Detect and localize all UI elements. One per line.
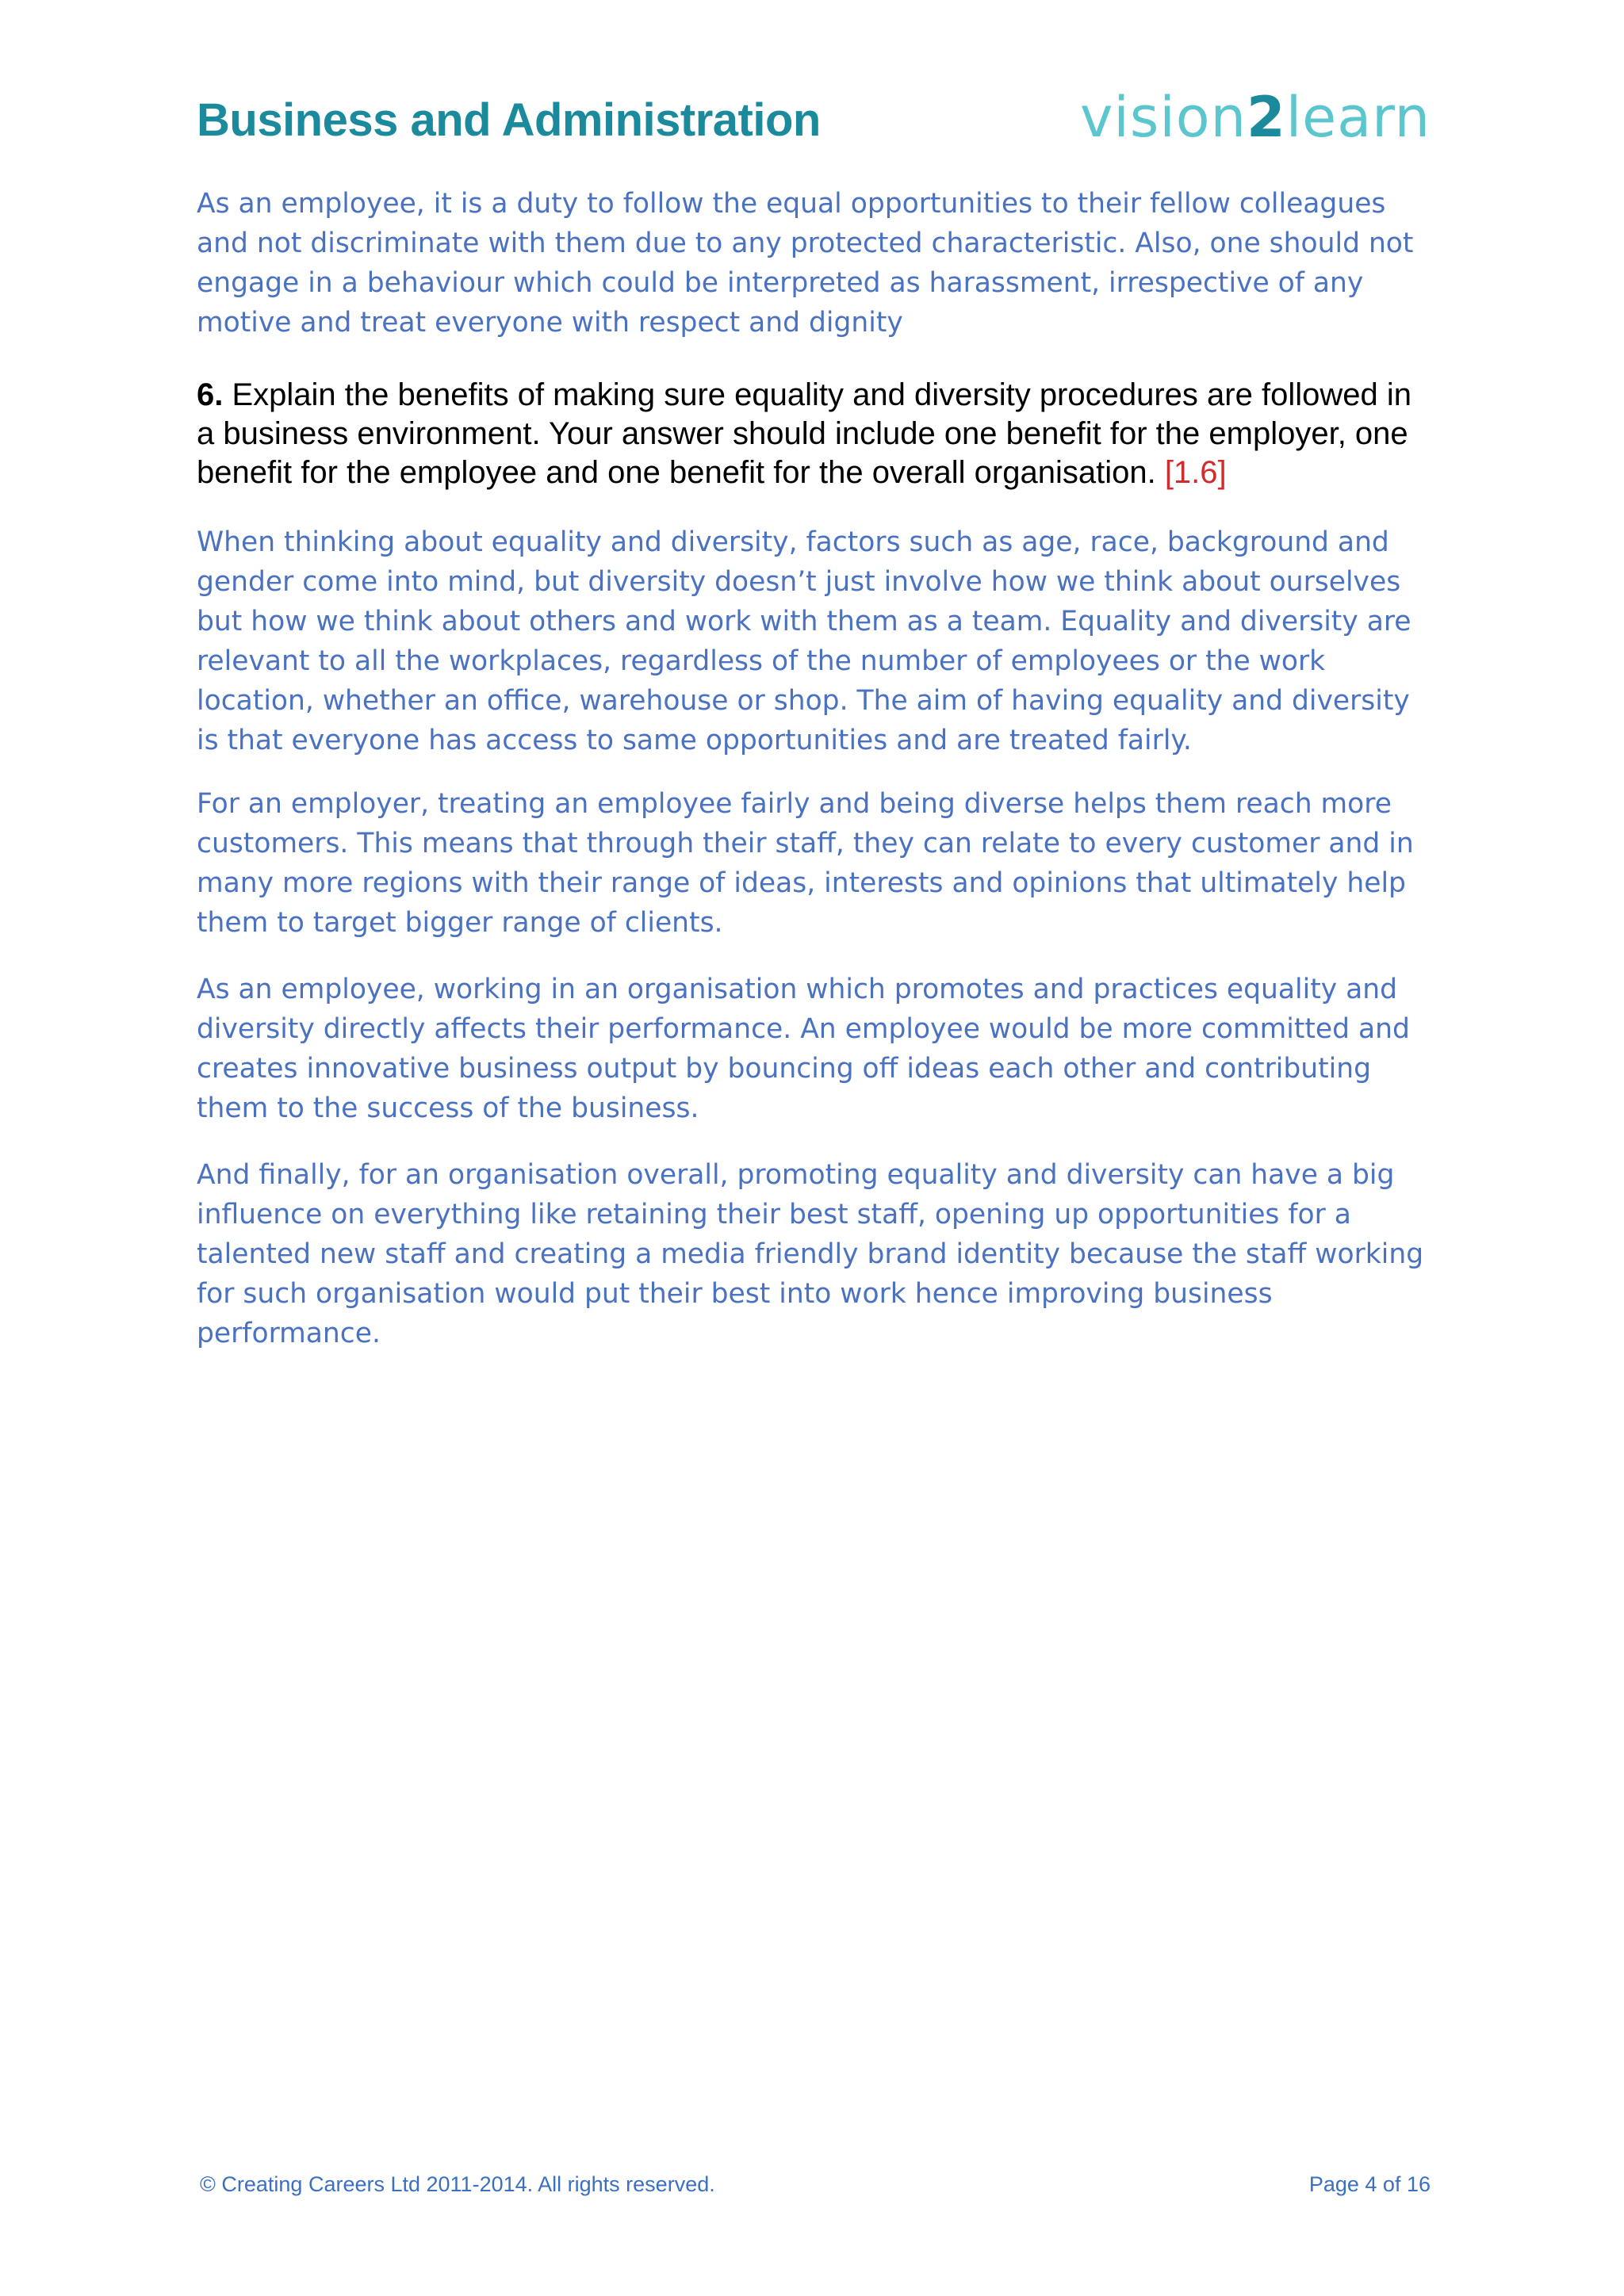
page-title: Business and Administration	[197, 94, 821, 146]
question-6	[197, 376, 1434, 492]
answer-paragraph-organisation: And finally, for an organisation overall, promoting equality and diversity can have a big influence on everything like retaining their best staff, opening up opportunities for a talented new staff and creating a media friendly brand identity because the staff working for such organisation would put their best into work hence improving business performance.	[197, 1159, 1424, 1349]
footer-copyright: © Creating Careers Ltd 2011-2014. All rights reserved.	[200, 2172, 715, 2196]
vision2learn-logo	[1080, 86, 1431, 149]
document-body	[197, 184, 1434, 1353]
question-text: Explain the benefits of making sure equality and diversity procedures are followed in a business environment. Your answer should include one benefit for the employer, one benefit for the employee and one benefit for the overall organisation.	[197, 377, 1411, 490]
logo-suffix: learn	[1285, 85, 1431, 150]
answer-paragraph-employer: For an employer, treating an employee fairly and being diverse helps them reach more customers. This means that through their staff, they can relate to every customer and in many more regions with their range of ideas, interests and opinions that ultimately help them to target bigger range of clients.	[197, 788, 1414, 939]
answer-paragraph-intro: As an employee, it is a duty to follow the equal opportunities to their fellow colleagues and not discriminate with them due to any protected characteristic. Also, one should not engage in a behaviour which could be interpreted as harassment, irrespective of any motive and treat everyone with respect and dignity	[197, 188, 1414, 339]
question-number: 6.	[197, 377, 224, 412]
answer-paragraph-employee: As an employee, working in an organisation which promotes and practices equality and diversity directly affects their performance. An employee would be more committed and creates innovative business output by bouncing off ideas each other and contributing them to the success of the business.	[197, 974, 1410, 1124]
question-reference: [1.6]	[1164, 455, 1227, 490]
footer-page-number: Page 4 of 16	[1308, 2172, 1431, 2196]
answer-paragraph: When thinking about equality and diversity, factors such as age, race, background and gender come into mind, but diversity doesn’t just involve how we think about ourselves but how we think about others and work with them as a team. Equality and diversity are relevant to all the workplaces, regardless of the number of employees or the work location, whether an office, warehouse or shop. The aim of having equality and diversity is that everyone has access to same opportunities and are treated fairly.	[197, 526, 1411, 756]
logo-accent: 2	[1246, 85, 1286, 150]
logo-prefix: vision	[1080, 85, 1247, 150]
